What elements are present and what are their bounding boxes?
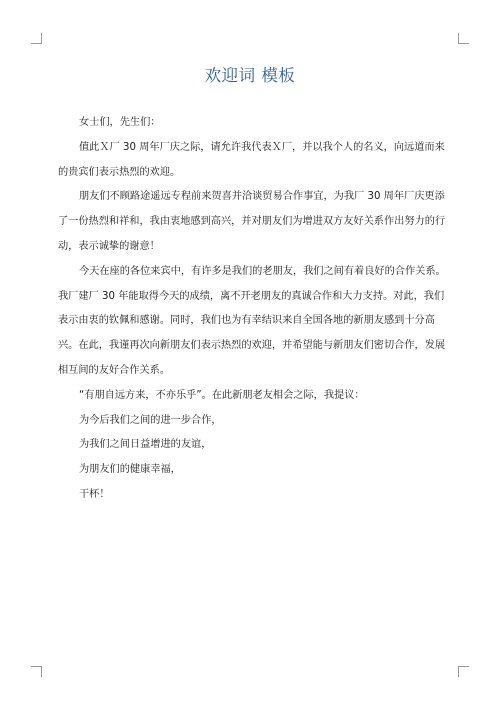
toast-cheers: 干杯！ (79, 488, 110, 500)
toast-line-health: 为朋友们的健康幸福， (79, 464, 181, 476)
document-title: 欢迎词 模板 (204, 66, 296, 85)
toast-line-friendship: 为我们之间日益增进的友谊， (79, 439, 212, 451)
paragraph-welcome: 值此Ｘ厂 30 周年厂庆之际，请允许我代表Ｘ厂，并以我个人的名义，向远道而来的贵宾们表示热烈的欢迎。 (58, 141, 445, 178)
paragraph-cooperation: 今天在座的各位来宾中，有许多是我们的老朋友，我们之间有着良好的合作关系。我厂建厂 30 年能取得今天的成绩，离不开老朋友的真诚合作和大力支持。对此，我们表示由衷的钦佩和感谢。同时，我们也为有幸结识来自全国各地的新朋友感到十分高兴。在此，我谨再次向新朋友们表示热烈的欢迎，并希望能与新朋友们密切合作，发展相互间的友好合作关系。 (58, 265, 446, 376)
crop-mark-bottom-left (31, 666, 42, 677)
toast-line-cooperation: 为今后我们之间的进一步合作， (79, 414, 222, 426)
crop-mark-top-left (31, 33, 42, 44)
document-body (58, 111, 450, 508)
paragraph-thanks: 朋友们不顾路途遥远专程前来贺喜并洽谈贸易合作事宜，为我厂 30 周年厂庆更添了一份热烈和祥和，我由衷地感到高兴，并对朋友们为增进双方友好关系作出努力的行动，表示诚挚的谢意！ (58, 191, 446, 252)
crop-mark-top-right (458, 33, 469, 44)
paragraph-proposal: “有朋自远方来，不亦乐乎”。在此新朋老友相会之际，我提议： (79, 389, 365, 401)
salutation: 女士们，先生们： (79, 117, 161, 128)
crop-mark-bottom-right (458, 666, 469, 677)
